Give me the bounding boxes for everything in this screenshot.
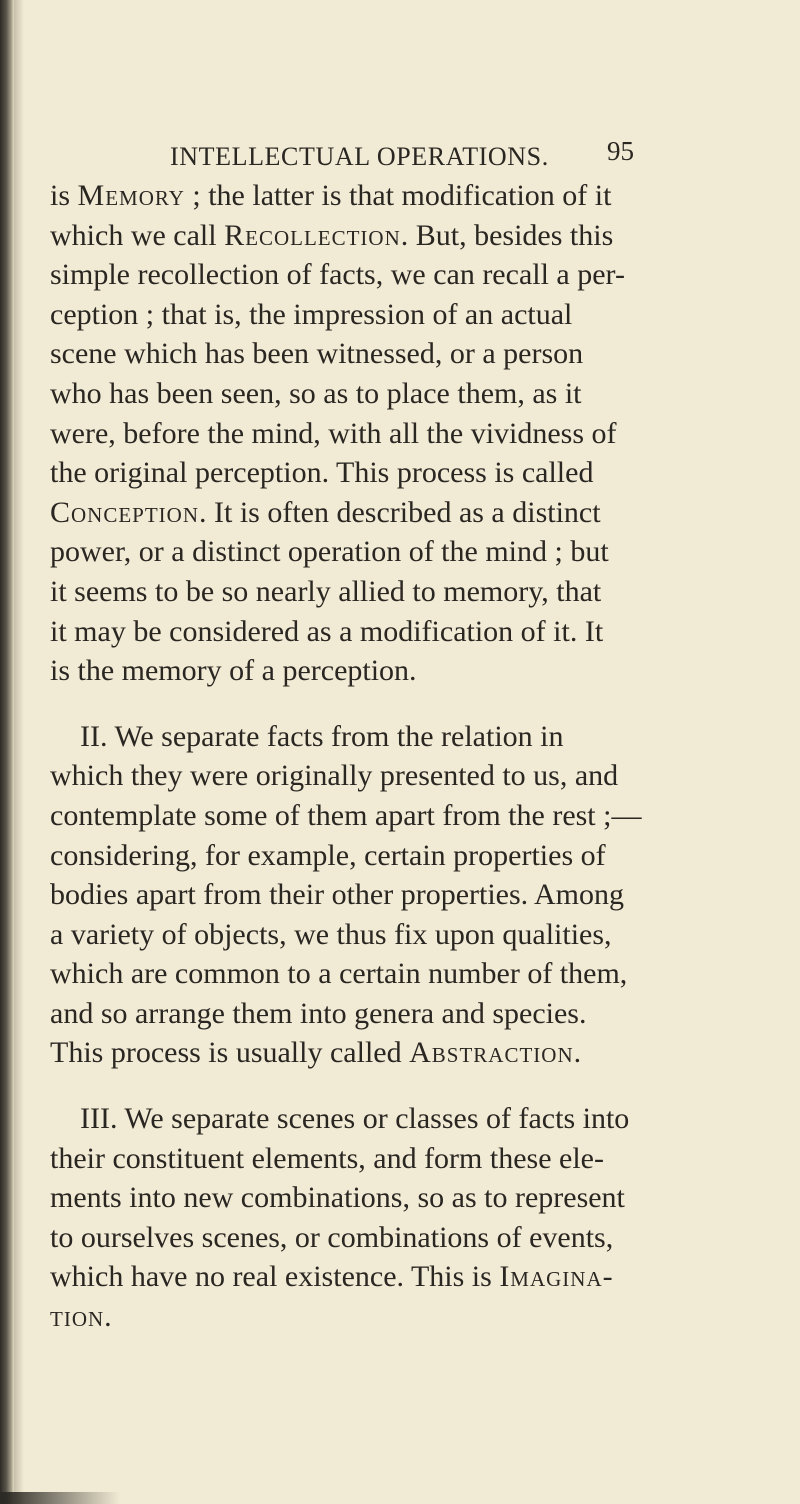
text-line xyxy=(50,796,780,836)
text-line xyxy=(50,295,780,335)
text-line xyxy=(50,954,780,994)
page-number: 95 xyxy=(607,136,634,166)
text-run: which they were originally presented to us, and xyxy=(50,759,619,793)
text-run: to ourselves scenes, or combinations of events, xyxy=(50,1220,614,1254)
text-run: is xyxy=(50,179,78,212)
text-line xyxy=(50,836,780,876)
book-binding-shadow xyxy=(0,0,14,1504)
text-line xyxy=(50,334,780,374)
small-caps-term: Abstraction xyxy=(409,1036,574,1070)
text-line xyxy=(50,572,780,612)
small-caps-term: Memory xyxy=(77,179,185,212)
text-run: which have no real existence. This is xyxy=(50,1260,500,1294)
text-run: which are common to a certain number of them, xyxy=(50,957,628,991)
text-run: a variety of objects, we thus fix upon qualities, xyxy=(50,917,612,951)
text-run: . xyxy=(573,1036,582,1070)
text-run: it seems to be so nearly allied to memory, that xyxy=(50,574,602,608)
text-run: . xyxy=(104,1300,112,1334)
text-run: ; the latter is that modification of it xyxy=(184,179,612,212)
small-caps-term: Conception xyxy=(50,495,200,529)
text-run: were, before the mind, with all the vividness of xyxy=(50,416,617,450)
text-line xyxy=(50,176,780,216)
text-line xyxy=(50,453,780,493)
running-head xyxy=(0,138,800,178)
text-run: power, or a distinct operation of the mind ; but xyxy=(50,535,609,569)
text-line xyxy=(50,915,780,955)
text-run: scene which has been witnessed, or a person xyxy=(50,337,584,371)
text-line xyxy=(50,532,780,572)
text-run: ments into new combinations, so as to represent xyxy=(50,1181,625,1215)
text-run: the original perception. This process is called xyxy=(50,456,594,490)
paragraph-gap xyxy=(50,1073,780,1099)
text-line xyxy=(50,1178,780,1218)
gutter-shade xyxy=(14,0,24,1504)
paragraph-gap xyxy=(50,691,780,717)
text-run: bodies apart from their other properties. Among xyxy=(50,878,625,912)
text-line xyxy=(50,414,780,454)
text-line xyxy=(50,374,780,414)
text-run: This process is usually called xyxy=(50,1036,410,1070)
text-line xyxy=(50,493,780,533)
paragraph xyxy=(50,1099,780,1337)
text-run: who has been seen, so as to place them, as it xyxy=(50,376,582,410)
running-title: INTELLECTUAL OPERATIONS. xyxy=(170,142,549,171)
text-line xyxy=(50,651,780,691)
text-line xyxy=(50,875,780,915)
body-text xyxy=(50,176,780,1337)
text-line xyxy=(50,255,780,295)
text-line xyxy=(50,1099,780,1139)
text-run: simple recollection of facts, we can recall a per- xyxy=(50,258,625,292)
paragraph xyxy=(50,717,780,1073)
small-caps-term: Imagina- xyxy=(499,1260,614,1294)
text-run: . But, besides this xyxy=(400,218,614,252)
small-caps-term: Recollection xyxy=(224,218,401,252)
text-run: contemplate some of them apart from the rest ;— xyxy=(50,798,642,832)
text-line xyxy=(50,717,780,757)
text-line xyxy=(50,1218,780,1258)
text-run: . It is often described as a distinct xyxy=(199,495,601,529)
small-caps-term: tion xyxy=(50,1300,105,1334)
text-run: considering, for example, certain properties of xyxy=(50,838,606,872)
text-run: their constituent elements, and form these ele- xyxy=(50,1141,604,1175)
text-line xyxy=(50,1297,780,1337)
text-line xyxy=(50,216,780,256)
page-bottom-edge xyxy=(0,1492,120,1504)
text-run: it may be considered as a modification of it. It xyxy=(50,614,604,648)
text-line xyxy=(50,1257,780,1297)
text-run: is the memory of a perception. xyxy=(50,654,417,688)
text-run: and so arrange them into genera and species. xyxy=(50,996,587,1030)
text-line xyxy=(50,1033,780,1073)
paragraph xyxy=(50,176,780,691)
text-line xyxy=(50,994,780,1034)
text-run: III. We separate scenes or classes of facts into xyxy=(50,1102,630,1136)
text-line xyxy=(50,756,780,796)
text-run: II. We separate facts from the relation in xyxy=(50,719,564,753)
text-line xyxy=(50,1139,780,1179)
text-run: ception ; that is, the impression of an actual xyxy=(50,297,573,331)
text-run: which we call xyxy=(50,218,225,252)
text-line xyxy=(50,612,780,652)
